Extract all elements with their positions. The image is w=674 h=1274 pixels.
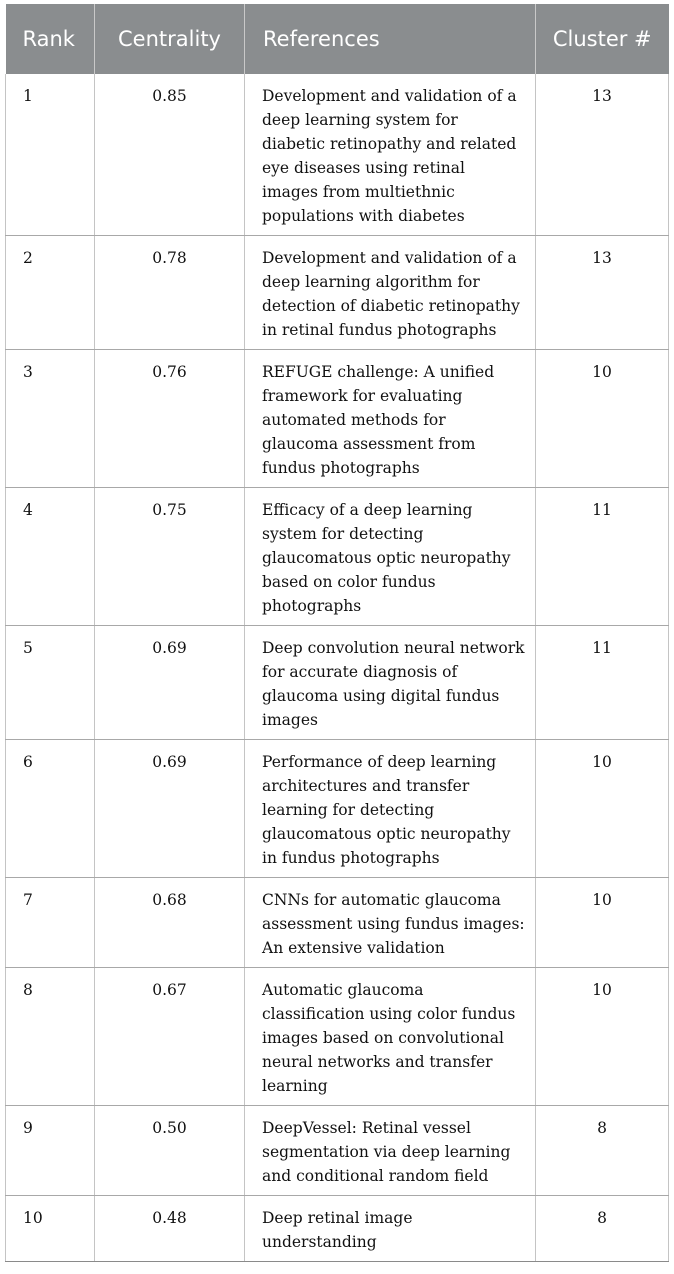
rank-cell: 6 [6,740,95,878]
table-header [6,4,669,74]
rank-cell: 1 [6,74,95,236]
rank-cell: 2 [6,236,95,350]
centrality-cell: 0.69 [95,740,245,878]
table-body [6,74,669,1262]
cluster-cell: 11 [536,626,669,740]
cluster-cell: 8 [536,1196,669,1262]
reference-cell: CNNs for automatic glaucoma assessment using fundus images: An extensive validation [245,878,536,968]
header-references: References [245,4,536,74]
cluster-cell: 10 [536,350,669,488]
cluster-cell: 13 [536,236,669,350]
reference-cell: Performance of deep learning architectures and transfer learning for detecting glaucomatous optic neuropathy in fundus photographs [245,740,536,878]
rank-cell: 7 [6,878,95,968]
table-row [6,74,669,236]
reference-cell: Automatic glaucoma classification using color fundus images based on convolutional neural networks and transfer learning [245,968,536,1106]
rank-cell: 3 [6,350,95,488]
reference-cell: REFUGE challenge: A unified framework for evaluating automated methods for glaucoma assessment from fundus photographs [245,350,536,488]
rank-cell: 5 [6,626,95,740]
header-rank: Rank [6,4,95,74]
centrality-cell: 0.50 [95,1106,245,1196]
cluster-cell: 10 [536,740,669,878]
table-row [6,626,669,740]
rank-cell: 4 [6,488,95,626]
reference-cell: Deep convolution neural network for accurate diagnosis of glaucoma using digital fundus images [245,626,536,740]
table-row [6,968,669,1106]
centrality-cell: 0.85 [95,74,245,236]
references-table [5,4,669,1262]
table-row [6,350,669,488]
table-row [6,1196,669,1262]
header-row [6,4,669,74]
table-row [6,236,669,350]
header-cluster: Cluster # [536,4,669,74]
rank-cell: 10 [6,1196,95,1262]
reference-cell: Development and validation of a deep learning algorithm for detection of diabetic retinopathy in retinal fundus photographs [245,236,536,350]
centrality-cell: 0.76 [95,350,245,488]
cluster-cell: 10 [536,878,669,968]
table-row [6,740,669,878]
reference-cell: DeepVessel: Retinal vessel segmentation via deep learning and conditional random field [245,1106,536,1196]
table-row [6,878,669,968]
centrality-cell: 0.69 [95,626,245,740]
cluster-cell: 8 [536,1106,669,1196]
cluster-cell: 13 [536,74,669,236]
centrality-cell: 0.75 [95,488,245,626]
rank-cell: 9 [6,1106,95,1196]
table-row [6,488,669,626]
reference-cell: Efficacy of a deep learning system for detecting glaucomatous optic neuropathy based on color fundus photographs [245,488,536,626]
header-centrality: Centrality [95,4,245,74]
centrality-cell: 0.78 [95,236,245,350]
centrality-cell: 0.68 [95,878,245,968]
cluster-cell: 11 [536,488,669,626]
table-row [6,1106,669,1196]
centrality-cell: 0.48 [95,1196,245,1262]
reference-cell: Deep retinal image understanding [245,1196,536,1262]
centrality-cell: 0.67 [95,968,245,1106]
reference-cell: Development and validation of a deep learning system for diabetic retinopathy and related eye diseases using retinal images from multiethnic populations with diabetes [245,74,536,236]
rank-cell: 8 [6,968,95,1106]
cluster-cell: 10 [536,968,669,1106]
